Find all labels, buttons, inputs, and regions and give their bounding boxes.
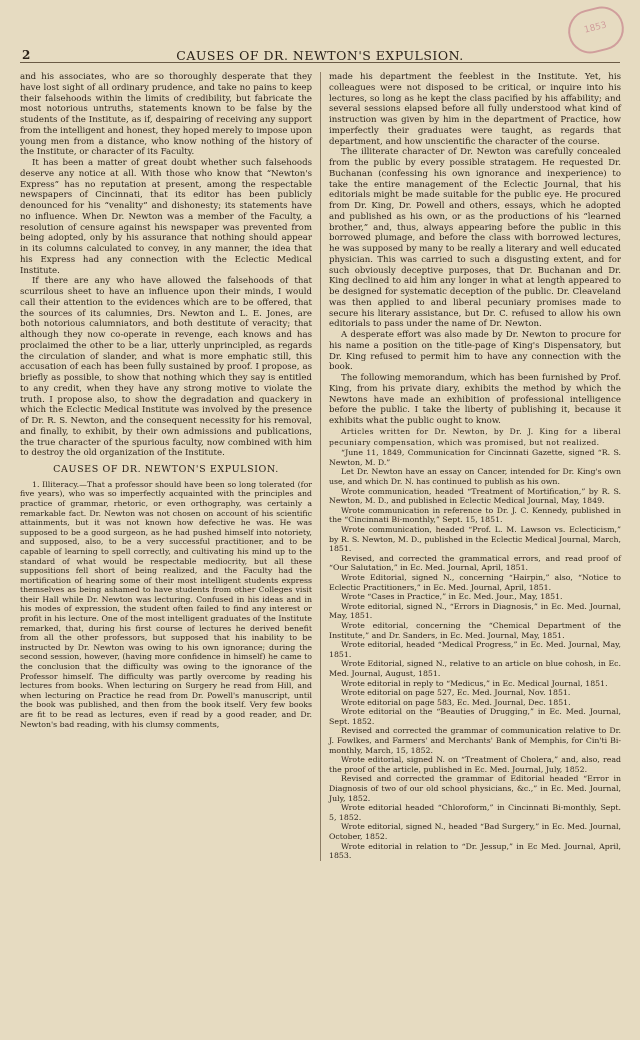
paragraph: It has been a matter of great doubt whether such falsehoods deserve any notice at all. With those who know that “Newton's Express” has no reputation at present, among the respectable newspapers of Cincinnati, that its editor has been publicly denounced for his “venality” and dishonesty; its statements have no influence. When Dr. Newton was a member of the Faculty, a resolution of censure against his newspaper was prevented from being adopted, only by his assurance that nothing should appear in its columns calculated to convey, in any manner, the idea that his Express had any connection with the Eclectic Medical Institute.	[20, 158, 312, 276]
paragraph: The illiterate character of Dr. Newton was carefully concealed from the public by every possible stratagem. He requested Dr. Buchanan (confessing his own ignorance and inexperience) to take the entire management of the Eclectic Journal, that his editorials might be made suitable for the public eye. He procured from Dr. King, Dr. Powell and others, essays, which he adopted and published as his own, or as the productions of his “learned brother,” and, thus, always appearing before the public in this borrowed plumage, and before the class with borrowed lectures, he was supposed by many to be really a literary and well educated physician. This was carried to such a disgusting extent, and for such obviously deceptive purposes, that Dr. Buchanan and Dr. King declined to aid him any longer in what at length appeared to be designed for systematic deception of the public. Dr. Cleaveland was then applied to and liberal pecuniary promises made to secure his literary assistance, but Dr. C. refused to allow his own editorials to pass under the name of Dr. Newton.	[329, 147, 621, 330]
memo-entry: Wrote Editorial, signed N., relative to an article on blue cohosh, in Ec. Med. Journal, August, 1851.	[329, 659, 621, 678]
memo-entry: Wrote editorial in relation to “Dr. Jessup,” in Ec Med. Journal, April, 1853.	[329, 841, 621, 861]
memo-entry: Wrote “Cases in Practice,” in Ec. Med. Jour., May, 1851.	[341, 592, 563, 602]
memo-entries	[329, 448, 621, 861]
memo-entry: Wrote communication, headed “Prof. L. M. Lawson vs. Eclecticism,” by R. S. Newton, M. D., published in the Eclectic Medical Journal, March, 1851.	[329, 525, 621, 554]
right-column	[329, 72, 621, 861]
paragraph: made his department the feeblest in the Institute. Yet, his colleagues were not disposed to be critical, or inquire into his lectures, so long as he kept the class pacified by his affability; and several sessions elapsed before all fully understood what kind of instruction was given by him in the department of Practice, how imperfectly their graduates were taught, as regards that department, and how unscientific the character of the course.	[329, 72, 621, 147]
memo-entry: Let Dr. Newton have an essay on Cancer, intended for Dr. King's own use, and which Dr. N. has continued to publish as his own.	[329, 467, 621, 487]
section-heading: CAUSES OF DR. NEWTON'S EXPULSION.	[53, 464, 279, 475]
paragraph: and his associates, who are so thoroughly desperate that they have lost sight of all ordinary prudence, and take no pains to keep their falsehoods within the limits of credibility, but fabricate the most notorious untruths, statements known to be false by the students of the Institute, as if, despairing of receiving any support from the intelligent and honest, they hoped merely to impose upon young men from a distance, who know nothing of the history of the Institute, or character of its Faculty.	[20, 72, 312, 158]
running-title: CAUSES OF DR. NEWTON'S EXPULSION.	[176, 48, 464, 63]
paragraph: 1. Illiteracy.—That a professor should have been so long tolerated (for five years), who was so imperfectly acquainted with the principles and practice of grammar, rhetoric, or even orthography, was certainly a remarkable fact. Dr. Newton was not chosen on account of his scientific attainments, but it was not known how defective he was. He was supposed to be a good surgeon, as he had pushed himself into notoriety, and supposed, also, to be a very successful practitioner, and to be capable of learning to spell correctly, and cultivating his mind up to the standard of what would be respectable mediocrity, but all these suppositions fell short of being realized, and the Faculty had the mortification of hearing some of their most intelligent students express themselves as being ashamed to have students from other Colleges visit their Hall while Dr. Newton was lecturing. Confused in his ideas and in his modes of expression, the student often failed to find any interest or profit in his lecture. One of the most intelligent graduates of the Institute remarked, that, during his first course of lectures he derived benefit from all the other professors, but supposed that his inability to be instructed by Dr. Newton was owing to his own ignorance; during the second session, however, (having more confidence in himself) he came to the conclusion that the difficulty was owing to the ignorance of the Professor himself. The difficulty was partly overcome by reading his lectures from books. When lecturing on Surgery he read from Hill, and when lecturing on Practice he read from Dr. Powell's manuscript, until the book was published, and then from the book itself. Very few books are fit to be read as lectures, even if read by a good reader, and Dr. Newton's bad reading, with his clumsy comments,	[20, 479, 312, 729]
memo-entry: Wrote communication in reference to Dr. J. C. Kennedy, published in the “Cincinnati Bi-monthly,” Sept. 15, 1851.	[329, 505, 621, 525]
page-number: 2	[22, 48, 31, 62]
memo-entry: Wrote editorial on page 583, Ec. Med. Journal, Dec. 1851.	[341, 697, 571, 707]
memo-entry: Wrote editorial, signed N. on “Treatment of Cholera,” and, also, read the proof of the article, published in Ec. Med. Journal, July, 1852.	[329, 755, 621, 774]
paragraph: The following memorandum, which has been furnished by Prof. King, from his private diary, exhibits the method by which the Newtons have made an exhibition of professional intelligence before the public. I take the liberty of publishing it, because it exhibits what the public ought to know.	[329, 373, 621, 426]
memo-entry: Wrote editorial on the “Beauties of Drugging,” in Ec. Med. Journal, Sept. 1852.	[329, 707, 621, 726]
library-stamp: 1853	[564, 2, 629, 58]
memo-entry: Wrote Editorial, signed N., concerning “Hairpin,” also, “Notice to Eclectic Practitioners,” in Ec. Med. Journal, April, 1851.	[329, 572, 621, 592]
left-column	[20, 72, 312, 861]
memo-entry: Revised and corrected the grammar of communication relative to Dr. J. Fowlkes, and Farmers' and Merchants' Bank of Memphis, for Cin'ti Bi-monthly, March, 15, 1852.	[329, 726, 621, 755]
memo-entry: Wrote editorial, concerning the “Chemical Department of the Institute,” and Dr. Sanders, in Ec. Med. Journal, May, 1851.	[329, 620, 621, 640]
paragraph: A desperate effort was also made by Dr. Newton to procure for his name a position on the title-page of King's Dispensatory, but Dr. King refused to permit him to have any connection with the book.	[329, 330, 621, 373]
memo-entry: Wrote editorial on page 527, Ec. Med. Journal, Nov. 1851.	[341, 688, 571, 698]
memo-entry: Revised and corrected the grammar of Editorial headed “Error in Diagnosis of two of our old school physicians, &c.,” in Ec. Med. Journal, July, 1852.	[329, 774, 621, 803]
memo-entry: Wrote editorial, signed N., “Errors in Diagnosis,” in Ec. Med. Journal, May, 1851.	[329, 601, 621, 621]
memo-entry: Wrote communication, headed “Treatment of Mortification,” by R. S. Newton, M. D., and published in Eclectic Medical Journal, May, 1849.	[329, 486, 621, 506]
memo-entry: Revised, and corrected the grammatical errors, and read proof of “Our Salutation,” in Ec. Med. Journal, April, 1851.	[329, 553, 621, 573]
paragraph: If there are any who have allowed the falsehoods of that scurrilous sheet to have an influence upon their minds, I would call their attention to the evidences which are to be offered, that the sources of its calumnies, Drs. Newton and L. E. Jones, are both notorious calumniators, and both destitute of veracity; that although they now co-operate in revenge, each knows and has proclaimed the other to be a liar, utterly unprincipled, as regards the circulation of slander, and what is more emphatic still, this accusation of each has been fully sustained by proof. I propose, as briefly as possible, to show that nothing which they say is entitled to any credit, when they have any strong motive to violate the truth. I propose also, to show the degradation and quackery in which the Eclectic Medical Institute was involved by the presence of Dr. R. S. Newton, and the consequent necessity for his removal, and finally, to exhibit, by their own admissions and publications, the true character of the spurious faculty, now combined with him to destroy the old organization of the Institute.	[20, 276, 312, 459]
memo-entry: Wrote editorial headed “Chloroform,” in Cincinnati Bi-monthly, Sept. 5, 1852.	[329, 803, 621, 822]
memo-heading: Articles written for Dr. Newton, by Dr. J. King for a liberal pecuniary compensation, which was promised, but not realized.	[329, 426, 621, 447]
text-columns	[20, 72, 622, 861]
memo-entry: Wrote editorial, headed “Medical Progress,” in Ec. Med. Journal, May, 1851.	[329, 640, 621, 659]
memo-entry: Wrote editorial in reply to “Medicus,” in Ec. Medical Journal, 1851.	[341, 678, 608, 688]
page-header	[20, 20, 620, 63]
column-divider	[320, 72, 321, 861]
memo-entry: Wrote editorial, signed N., headed “Bad Surgery,” in Ec. Med. Journal, October, 1852.	[329, 822, 621, 841]
memo-entry: “June 11, 1849, Communication for Cincinnati Gazette, signed “R. S. Newton, M. D.”	[329, 448, 621, 467]
